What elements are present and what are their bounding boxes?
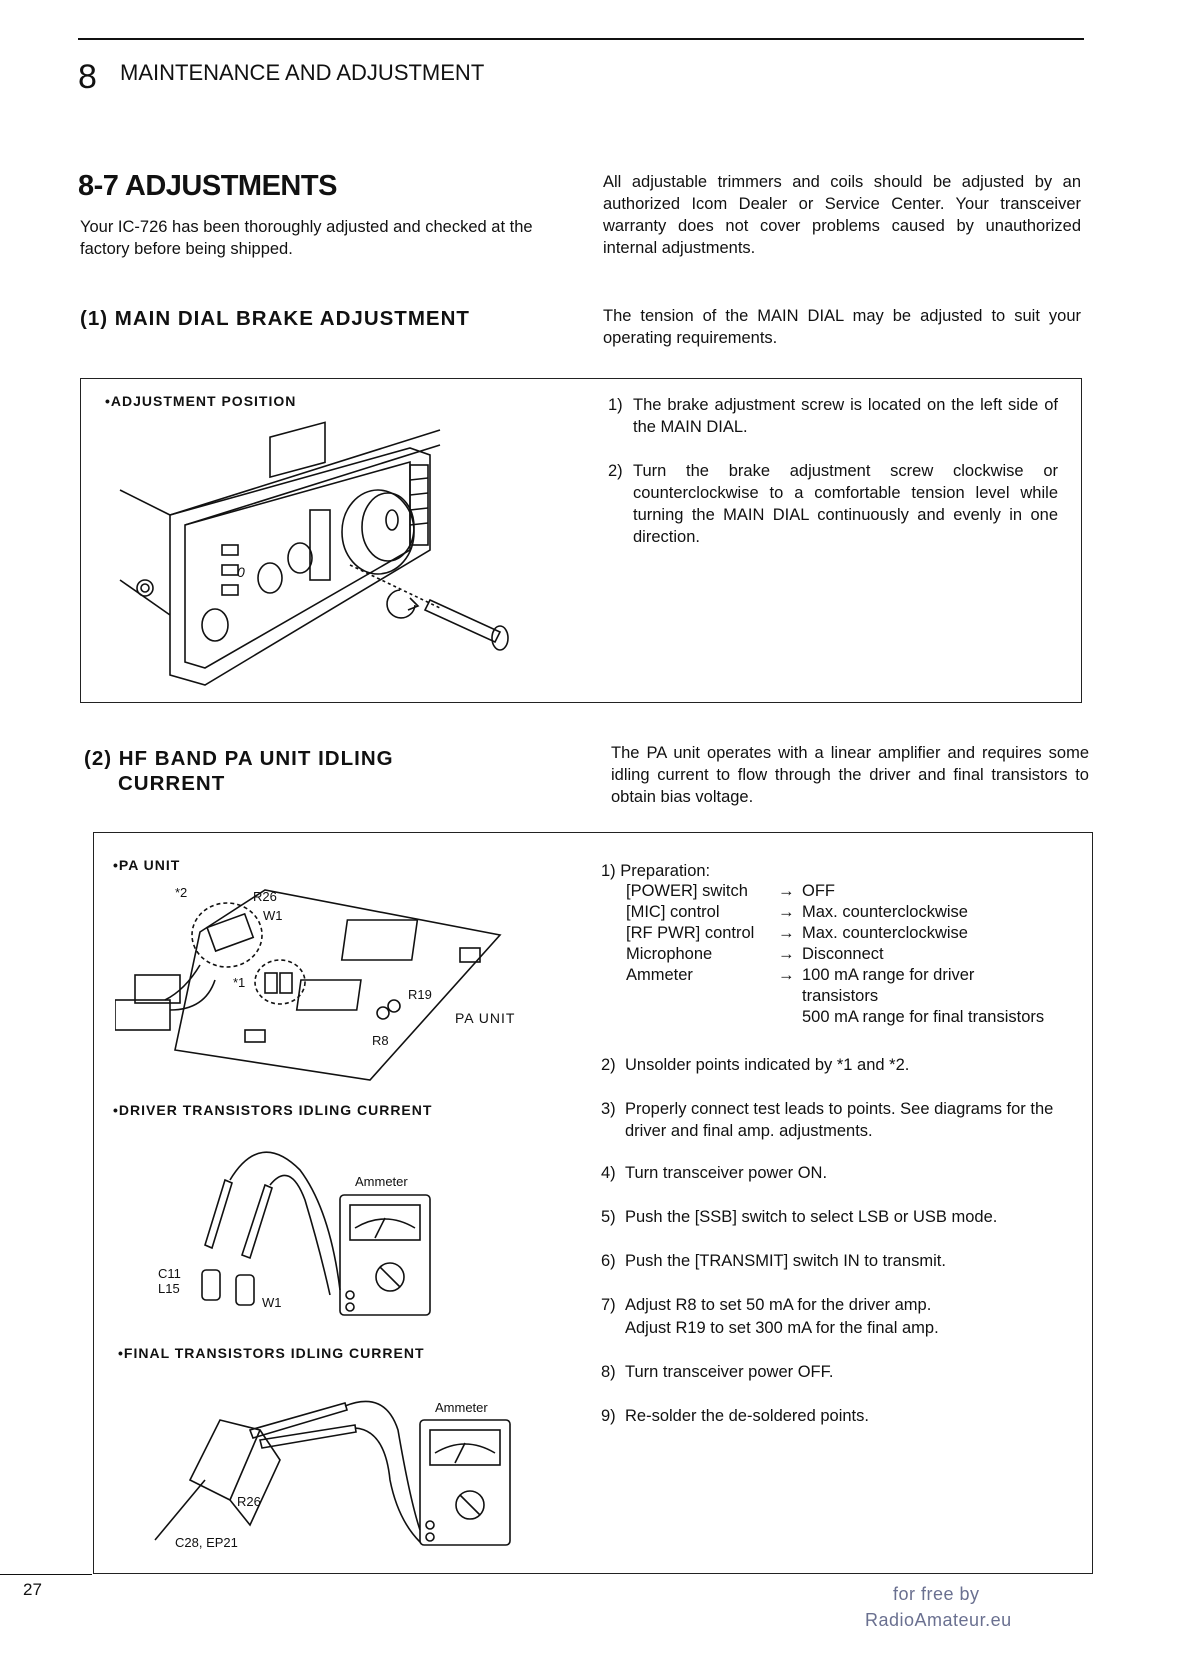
pa-step-9-text: Re-solder the de-soldered points. bbox=[625, 1407, 869, 1425]
svg-text:0: 0 bbox=[237, 564, 245, 580]
brake-step-2-text: Turn the brake adjustment screw clockwise or counterclockwise to a comfortable tension level while turning the MAIN DIAL continuously and evenly in one direction. bbox=[633, 462, 1058, 546]
front-panel-inner bbox=[185, 462, 410, 668]
final-ammeter-label: Ammeter bbox=[435, 1400, 488, 1415]
prep-arrow: → bbox=[778, 924, 795, 942]
adjustment-position-label: •ADJUSTMENT POSITION bbox=[105, 393, 297, 409]
pa-step-2-num: 2) bbox=[601, 1056, 616, 1074]
component-c11 bbox=[202, 1270, 220, 1300]
prep-item: Microphone bbox=[626, 945, 713, 963]
main-dial-outer bbox=[342, 490, 414, 574]
trimmer-r8 bbox=[377, 1007, 389, 1019]
prep-value: Disconnect bbox=[802, 945, 884, 963]
pcb-r19-label: R19 bbox=[408, 987, 432, 1002]
credit-line-2[interactable]: RadioAmateur.eu bbox=[865, 1610, 1012, 1630]
case-side-top bbox=[120, 490, 170, 515]
driver-measurement-diagram bbox=[150, 1140, 450, 1320]
prep-arrow: → bbox=[778, 966, 795, 984]
trimmer-r19 bbox=[388, 1000, 400, 1012]
driver-ammeter-label: Ammeter bbox=[355, 1174, 408, 1189]
pcb-star1-label: *1 bbox=[233, 975, 246, 990]
prep-item: [RF PWR] control bbox=[626, 924, 755, 942]
prep-arrow: → bbox=[778, 945, 795, 963]
lead-2 bbox=[270, 1175, 330, 1295]
footer-rule bbox=[0, 1574, 92, 1575]
coil-1 bbox=[265, 973, 277, 993]
pa-step-8 bbox=[601, 1361, 1061, 1383]
pcb-star2-label: *2 bbox=[175, 885, 188, 900]
pa-step-6-num: 6) bbox=[601, 1252, 616, 1270]
chapter-number: 8 bbox=[78, 58, 97, 96]
pa-step-4-num: 4) bbox=[601, 1164, 616, 1182]
pa-title-line1: (2) HF BAND PA UNIT IDLING bbox=[84, 747, 394, 770]
final-terminal-minus bbox=[426, 1533, 434, 1541]
screwdriver-handle bbox=[425, 600, 500, 642]
pa-step-6-text: Push the [TRANSMIT] switch IN to transmit. bbox=[625, 1252, 946, 1270]
transistor-r26 bbox=[207, 914, 253, 951]
pa-step-7b-text: Adjust R19 to set 300 mA for the final amp. bbox=[625, 1319, 939, 1337]
ammeter-display bbox=[350, 1205, 420, 1240]
page-number: 27 bbox=[23, 1580, 42, 1599]
pa-step-2 bbox=[601, 1054, 1061, 1076]
button-b bbox=[222, 565, 238, 575]
case-top-line-2 bbox=[185, 445, 440, 525]
pa-step-6 bbox=[601, 1250, 1061, 1272]
prep-arrow bbox=[778, 1007, 802, 1028]
component-w1 bbox=[236, 1275, 254, 1305]
driver-l15-label: L15 bbox=[158, 1281, 180, 1296]
connector-wire-2 bbox=[170, 980, 215, 1010]
section-title: 8-7 ADJUSTMENTS bbox=[78, 170, 337, 202]
prep-arrow: → bbox=[778, 903, 795, 921]
prep-item: [POWER] switch bbox=[626, 882, 748, 900]
pcb-board bbox=[175, 890, 500, 1080]
pa-step-5-num: 5) bbox=[601, 1208, 616, 1226]
transceiver-illustration bbox=[110, 410, 540, 695]
front-panel bbox=[170, 448, 430, 685]
button-a bbox=[222, 545, 238, 555]
ammeter-terminal-plus bbox=[346, 1291, 354, 1299]
pa-step-7-num: 7) bbox=[601, 1296, 616, 1314]
credit-line-1: for free by bbox=[893, 1584, 980, 1604]
prep-item: Ammeter bbox=[626, 966, 693, 984]
final-transistor-side bbox=[230, 1430, 280, 1525]
pa-step-5 bbox=[601, 1206, 1061, 1228]
final-measurement-diagram bbox=[150, 1370, 520, 1560]
side-screw bbox=[137, 580, 153, 596]
final-probe-2 bbox=[260, 1425, 356, 1448]
prep-value: 100 mA range for driver transistors bbox=[802, 966, 975, 1005]
section-warning: All adjustable trimmers and coils should be adjusted by an authorized Icom Dealer or Service Center. Your transceiver warranty does not cover problems caused by unauthorized internal adjustments. bbox=[603, 173, 1081, 257]
pcb-pa-unit-label: PA UNIT bbox=[455, 1010, 516, 1026]
side-screw-inner bbox=[141, 584, 149, 592]
knob-3 bbox=[202, 609, 228, 641]
final-ammeter-knob-line bbox=[460, 1495, 480, 1515]
pa-step-9-num: 9) bbox=[601, 1407, 616, 1425]
connector-wire-1 bbox=[165, 965, 200, 1000]
pa-step-8-num: 8) bbox=[601, 1363, 616, 1381]
brake-title: (1) MAIN DIAL BRAKE ADJUSTMENT bbox=[80, 307, 470, 330]
prep-table bbox=[626, 881, 1076, 1028]
prep-arrow: → bbox=[778, 882, 795, 900]
pa-step-9 bbox=[601, 1405, 1061, 1427]
ammeter-scale bbox=[355, 1219, 415, 1228]
button-c bbox=[222, 585, 238, 595]
driver-current-label: •DRIVER TRANSISTORS IDLING CURRENT bbox=[113, 1102, 433, 1118]
final-transistor-block bbox=[190, 1420, 260, 1500]
brake-intro: The tension of the MAIN DIAL may be adjusted to suit your operating requirements. bbox=[603, 307, 1081, 347]
pa-unit-pcb-diagram bbox=[115, 880, 535, 1090]
brake-step-1 bbox=[608, 394, 1058, 438]
knob-1 bbox=[288, 543, 312, 573]
pa-step-4 bbox=[601, 1162, 1061, 1184]
final-probe-1 bbox=[250, 1403, 347, 1438]
final-ammeter-display bbox=[430, 1430, 500, 1465]
pa-step-7 bbox=[601, 1294, 1061, 1316]
driver-c11-label: C11 bbox=[158, 1266, 181, 1281]
final-current-label: •FINAL TRANSISTORS IDLING CURRENT bbox=[118, 1345, 425, 1361]
pa-step-3 bbox=[601, 1098, 1061, 1142]
pa-step-8-text: Turn transceiver power OFF. bbox=[625, 1363, 834, 1381]
prep-value: 500 mA range for final transistors bbox=[802, 1008, 1045, 1026]
coil-2 bbox=[280, 973, 292, 993]
final-ammeter-scale bbox=[435, 1444, 495, 1453]
probe-2 bbox=[242, 1185, 272, 1258]
brake-step-1-num: 1) bbox=[608, 396, 623, 414]
header-rule bbox=[78, 38, 1084, 40]
screwdriver-end bbox=[492, 626, 508, 650]
pa-unit-label: •PA UNIT bbox=[113, 857, 181, 873]
brake-step-1-text: The brake adjustment screw is located on the left side of the MAIN DIAL. bbox=[633, 396, 1058, 436]
pcb-w1-label: W1 bbox=[263, 908, 283, 923]
ammeter-knob-line bbox=[380, 1267, 400, 1287]
circle-star2 bbox=[192, 903, 262, 967]
prep-value: Max. counterclockwise bbox=[802, 903, 968, 921]
driver-w1-label: W1 bbox=[262, 1295, 282, 1310]
brake-step-2-num: 2) bbox=[608, 462, 623, 480]
ammeter-needle bbox=[375, 1218, 385, 1238]
final-lead-2 bbox=[355, 1428, 420, 1542]
pa-step-5-text: Push the [SSB] switch to select LSB or USB mode. bbox=[625, 1208, 998, 1226]
pcb-r8-label: R8 bbox=[372, 1033, 389, 1048]
ammeter-terminal-minus bbox=[346, 1303, 354, 1311]
knob-2 bbox=[258, 563, 282, 593]
main-dial-finger-hole bbox=[386, 510, 398, 530]
pa-step-7-text: Adjust R8 to set 50 mA for the driver amp. bbox=[625, 1296, 932, 1314]
switch-column-2 bbox=[310, 510, 330, 580]
pa-intro: The PA unit operates with a linear amplifier and requires some idling current to flow through the driver and final transistors to obtain bias voltage. bbox=[611, 744, 1089, 806]
final-lead-1 bbox=[345, 1401, 420, 1530]
prep-value: Max. counterclockwise bbox=[802, 924, 968, 942]
probe-1 bbox=[205, 1180, 232, 1248]
case-side-bottom bbox=[120, 580, 170, 615]
connector-plug bbox=[135, 975, 180, 1003]
connector bbox=[115, 1000, 170, 1030]
section-intro: Your IC-726 has been thoroughly adjusted and checked at the factory before being shipped. bbox=[80, 218, 533, 258]
final-pointer-line bbox=[155, 1480, 205, 1540]
pa-step-3-text: Properly connect test leads to points. See diagrams for the driver and final amp. adjustments. bbox=[625, 1100, 1054, 1140]
brake-step-2 bbox=[608, 460, 1058, 548]
prep-item bbox=[626, 1007, 778, 1028]
rotation-arrowhead bbox=[408, 598, 418, 610]
prep-item: [MIC] control bbox=[626, 903, 720, 921]
pa-step-2-text: Unsolder points indicated by *1 and *2. bbox=[625, 1056, 910, 1074]
pa-title-line2: CURRENT bbox=[118, 772, 226, 795]
prep-value: OFF bbox=[802, 882, 835, 900]
heatsink-block-1 bbox=[342, 920, 418, 960]
final-c28-label: C28, EP21 bbox=[175, 1535, 238, 1550]
case-top-line bbox=[170, 430, 440, 515]
chapter-title: MAINTENANCE AND ADJUSTMENT bbox=[120, 60, 485, 85]
final-terminal-plus bbox=[426, 1521, 434, 1529]
bottom-part bbox=[245, 1030, 265, 1042]
heatsink-block-2 bbox=[297, 980, 361, 1010]
pcb-r26-label: R26 bbox=[253, 889, 277, 904]
switch-column bbox=[410, 465, 428, 545]
pa-step-3-num: 3) bbox=[601, 1100, 616, 1118]
final-r26-label: R26 bbox=[237, 1494, 261, 1509]
pa-step-4-text: Turn transceiver power ON. bbox=[625, 1164, 828, 1182]
final-ammeter-needle bbox=[455, 1443, 465, 1463]
prep-title: 1) Preparation: bbox=[601, 862, 711, 880]
